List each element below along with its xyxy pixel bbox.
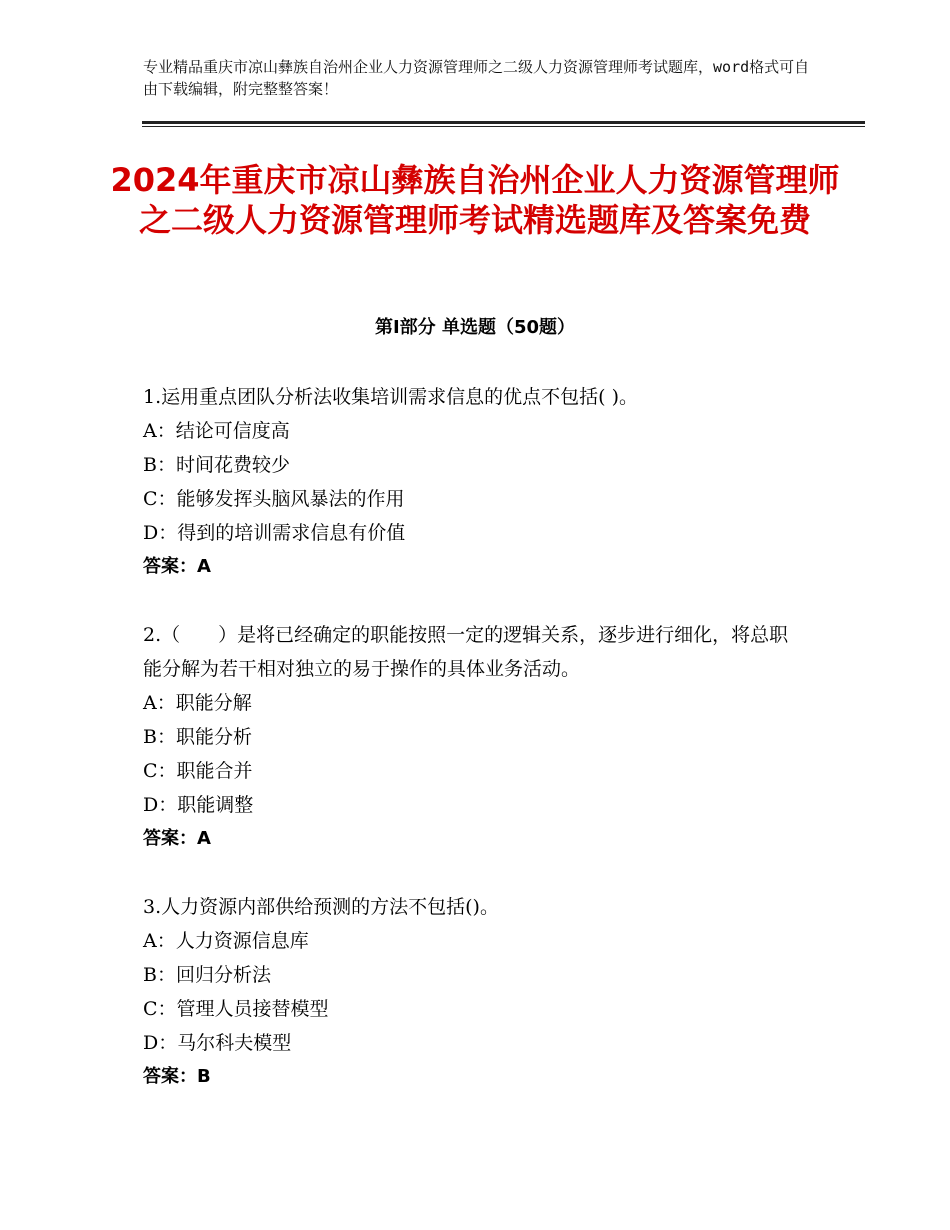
answer-line: 答案：B [143, 1066, 211, 1087]
header-divider-thin [142, 126, 865, 127]
option-d: D：职能调整 [143, 794, 254, 816]
question-stem: 3.人力资源内部供给预测的方法不包括()。 [143, 896, 499, 918]
header-note: 专业精品重庆市凉山彝族自治州企业人力资源管理师之二级人力资源管理师考试题库，word格式可自由下载编辑，附完整整答案！ [143, 58, 810, 98]
option-c: C：能够发挥头脑风暴法的作用 [143, 488, 405, 510]
option-c: C：管理人员接替模型 [143, 998, 329, 1020]
question-3 [143, 890, 803, 1094]
section-title: 第Ⅰ部分 单选题（50题） [374, 317, 575, 338]
option-b: B：时间花费较少 [143, 454, 290, 476]
document-title: 2024年重庆市凉山彝族自治州企业人力资源管理师之二级人力资源管理师考试精选题库及答案免费 [110, 161, 840, 239]
option-a: A：职能分解 [143, 692, 252, 714]
option-a: A：结论可信度高 [143, 420, 290, 442]
question-stem: 1.运用重点团队分析法收集培训需求信息的优点不包括( )。 [143, 386, 638, 408]
question-1 [143, 380, 803, 584]
header-divider-thick [142, 121, 865, 124]
option-a: A：人力资源信息库 [143, 930, 309, 952]
answer-line: 答案：A [143, 556, 211, 577]
option-c: C：职能合并 [143, 760, 253, 782]
answer-line: 答案：A [143, 828, 211, 849]
option-b: B：回归分析法 [143, 964, 271, 986]
question-stem: 2.（ ）是将已经确定的职能按照一定的逻辑关系，逐步进行细化，将总职能分解为若干相对独立的易于操作的具体业务活动。 [143, 624, 789, 680]
option-d: D：得到的培训需求信息有价值 [143, 522, 406, 544]
option-d: D：马尔科夫模型 [143, 1032, 292, 1054]
question-2 [143, 618, 803, 856]
option-b: B：职能分析 [143, 726, 252, 748]
